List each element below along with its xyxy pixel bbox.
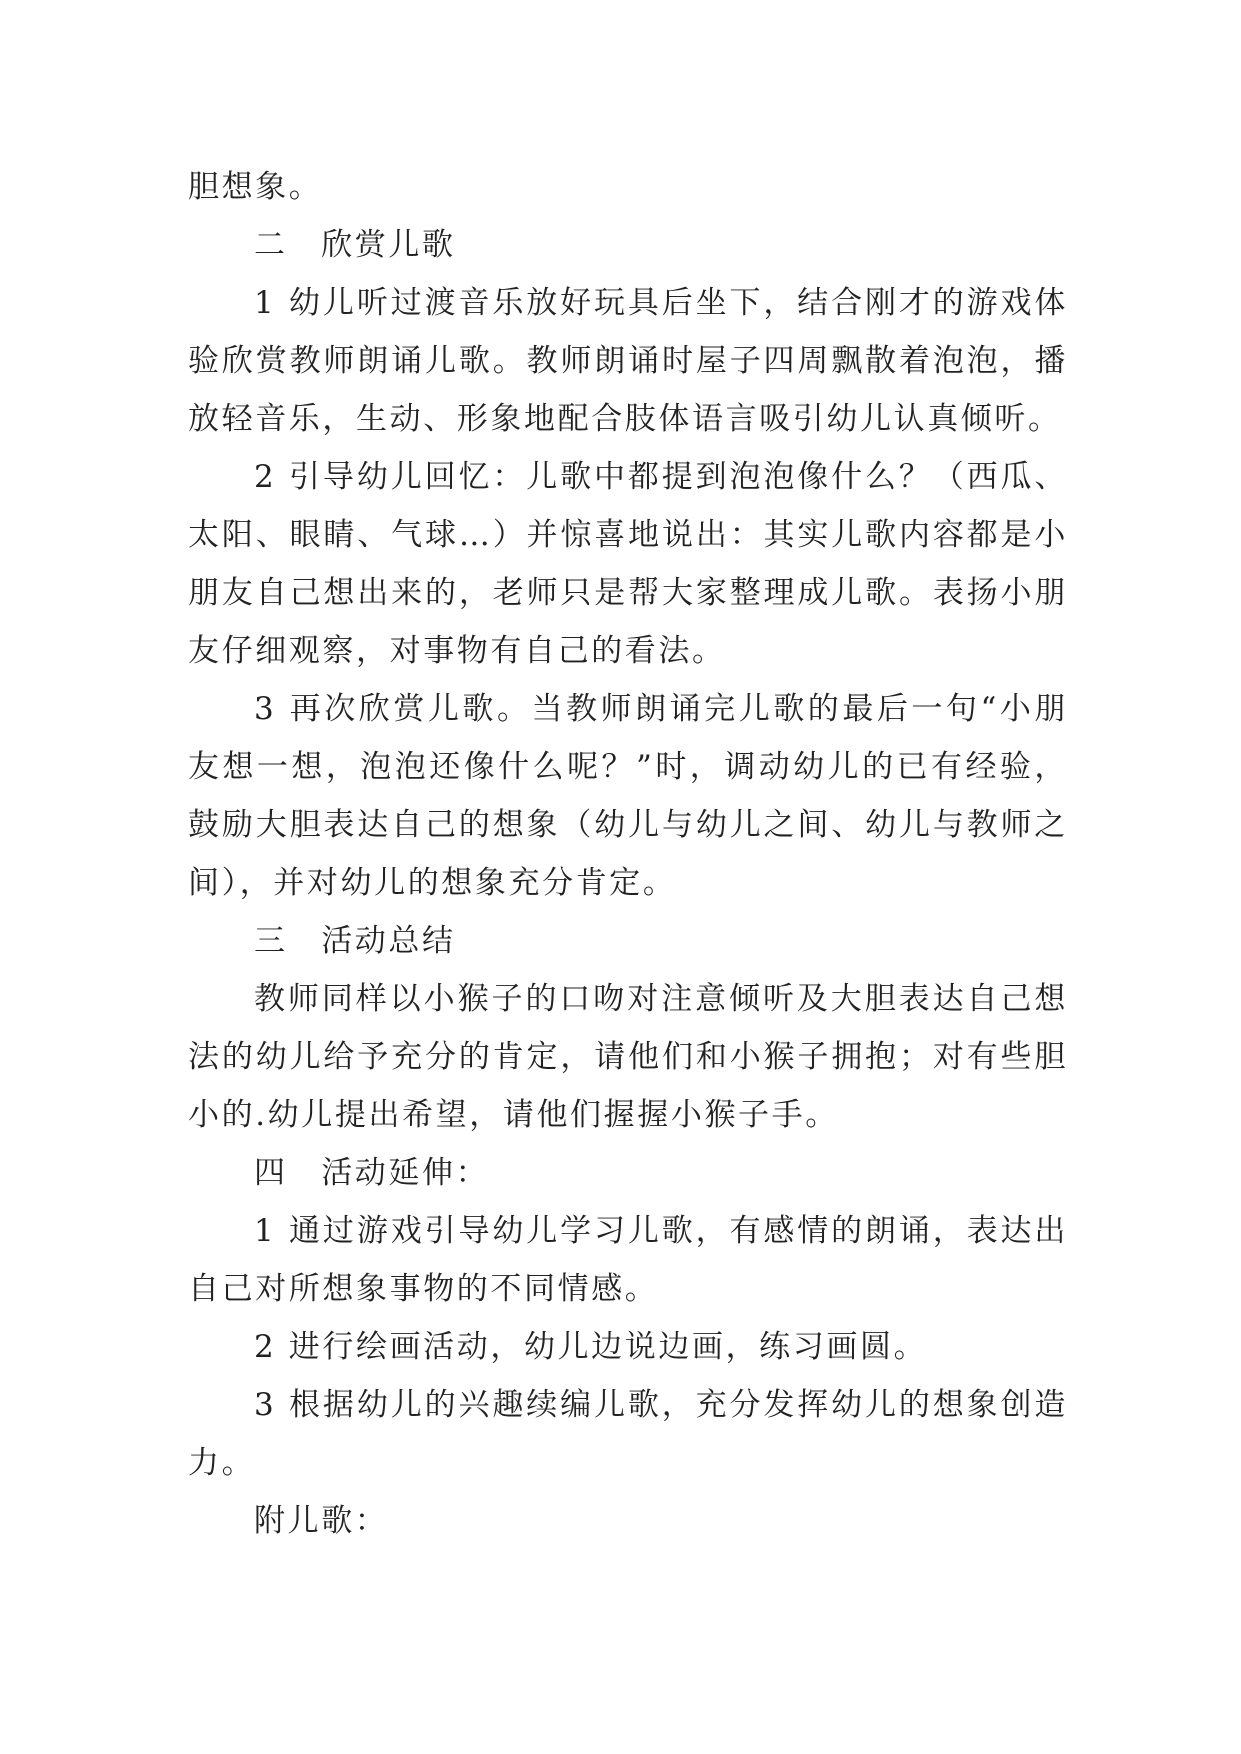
paragraph-step-3: 3 再次欣赏儿歌。当教师朗诵完儿歌的最后一句“小朋友想一想，泡泡还像什么呢？”时，调动幼儿的已有经验，鼓励大胆表达自己的想象（幼儿与幼儿之间、幼儿与教师之间），并对幼儿的想象充分肯定。 [188, 691, 1068, 901]
section-heading-extension: 四 活动延伸： [254, 1155, 490, 1191]
paragraph-step-2: 2 引导幼儿回忆：儿歌中都提到泡泡像什么？（西瓜、太阳、眼睛、气球…）并惊喜地说出：其实儿歌内容都是小朋友自己想出来的，老师只是帮大家整理成儿歌。表扬小朋友仔细观察，对事物有自己的看法。 [188, 459, 1068, 669]
appendix-heading: 附儿歌： [254, 1503, 389, 1539]
paragraph-step-1: 1 幼儿听过渡音乐放好玩具后坐下，结合刚才的游戏体验欣赏教师朗诵儿歌。教师朗诵时屋子四周飘散着泡泡，播放轻音乐，生动、形象地配合肢体语言吸引幼儿认真倾听。 [188, 285, 1068, 437]
paragraph-summary: 教师同样以小猴子的口吻对注意倾听及大胆表达自己想法的幼儿给予充分的肯定，请他们和小猴子拥抱；对有些胆小的.幼儿提出希望，请他们握握小猴子手。 [188, 981, 1068, 1133]
paragraph-continuation: 胆想象。 [188, 169, 323, 205]
section-heading-appreciate-song: 二 欣赏儿歌 [254, 227, 456, 263]
paragraph-extension-3: 3 根据幼儿的兴趣续编儿歌，充分发挥幼儿的想象创造力。 [188, 1387, 1068, 1481]
section-heading-summary: 三 活动总结 [254, 923, 456, 959]
paragraph-extension-1: 1 通过游戏引导幼儿学习儿歌，有感情的朗诵，表达出自己对所想象事物的不同情感。 [188, 1213, 1068, 1307]
paragraph-extension-2: 2 进行绘画活动，幼儿边说边画，练习画圆。 [254, 1329, 928, 1365]
body-text [188, 158, 1068, 1550]
